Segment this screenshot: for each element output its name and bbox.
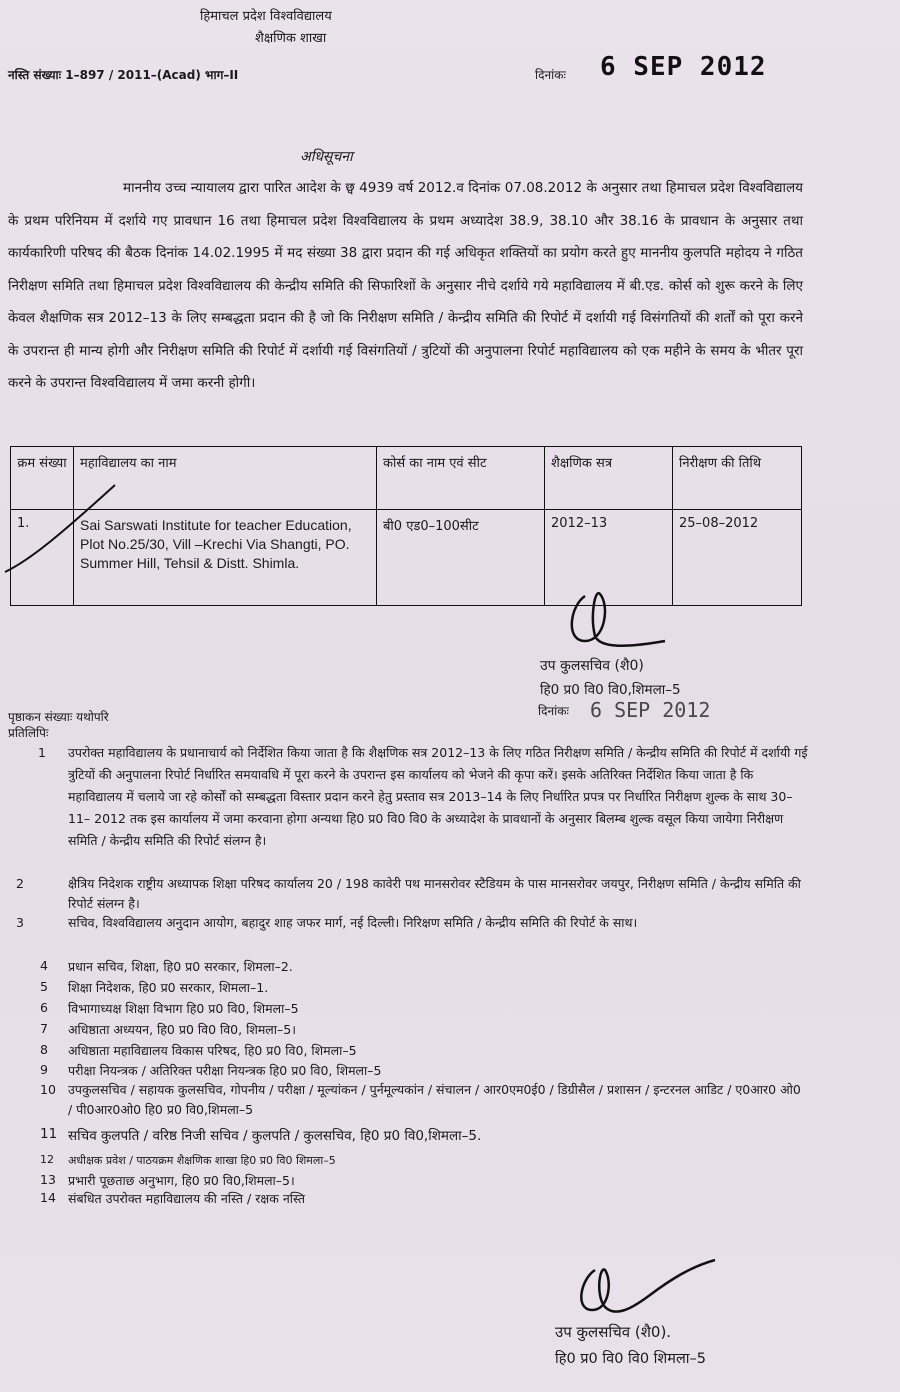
cell-course: बी0 एड0–100सीट: [377, 510, 545, 606]
list-item: 10 उपकुलसचिव / सहायक कुलसचिव, गोपनीय / परीक्षा / मूल्यांकन / पुर्नमूल्यकांन / संचालन / आर0एम0ई0 / डिग्रीसैल / प्रशासन / इन्टरनल आडिट / ए0आर0 ओ0 / पी0आर0ओ0 हि0 प्र0 वि0,शिमला–5: [40, 1082, 801, 1117]
list-item: 7 अधिष्ठाता अध्ययन, हि0 प्र0 वि0 वि0, शिमला–5।: [40, 1021, 296, 1037]
cell-college: Sai Sarswati Institute for teacher Education, Plot No.25/30, Vill –Krechi Via Shangti, PO. Summer Hill, Tehsil & Distt. Shimla.: [74, 510, 377, 606]
file-number: नस्ति संख्याः 1–897 / 2011–(Acad) भाग–II: [8, 68, 239, 82]
section-name: शैक्षणिक शाखा: [255, 31, 327, 46]
list-item: 11 सचिव कुलपति / वरिष्ठ निजी सचिव / कुलपति / कुलसचिव, हि0 प्र0 वि0,शिमला–5.: [40, 1126, 482, 1144]
col-session: शैक्षणिक सत्र: [545, 447, 673, 510]
college-affiliation-table: [10, 446, 802, 606]
pen-stroke-mark: [0, 480, 120, 580]
cell-session: 2012–13: [545, 510, 673, 606]
signatory1-designation: उप कुलसचिव (शै0): [540, 658, 644, 674]
signatory2-address: हि0 प्र0 वि0 वि0 शिमला–5: [555, 1351, 707, 1367]
copy-to-label: प्रतिलिपिः: [8, 726, 49, 740]
list-item: 14 संबधित उपरोक्त महाविद्यालय की नस्ति / रक्षक नस्ति: [40, 1190, 306, 1206]
date-stamp: 6 SEP 2012: [600, 52, 767, 82]
col-course: कोर्स का नाम एवं सीट: [377, 447, 545, 510]
cell-inspection-date: 25–08–2012: [673, 510, 802, 606]
signatory1-date-label: दिनांकः: [538, 704, 569, 718]
date-label: दिनांकः: [535, 68, 566, 82]
university-name: हिमाचल प्रदेश विश्वविद्यालय: [200, 9, 332, 24]
list-item: 2 क्षैत्रिय निदेशक राष्ट्रीय अध्यापक शिक्षा परिषद कार्यालय 20 / 198 कावेरी पथ मानसरोवर स्टैडियम के पास मानसरोवर जयपुर, निरीक्षण समिति / केन्द्रीय समिति की रिपोर्ट संलग्न है।: [16, 876, 801, 911]
list-item: 8 अधिष्ठाता महाविद्यालय विकास परिषद, हि0 प्र0 वि0, शिमला–5: [40, 1042, 357, 1058]
list-item: 6 विभागाध्यक्ष शिक्षा विभाग हि0 प्र0 वि0, शिमला–5: [40, 1000, 299, 1016]
signature-2: [570, 1255, 720, 1330]
signatory2-designation: उप कुलसचिव (शै0).: [555, 1323, 672, 1341]
col-sr: क्रम संख्या: [11, 447, 74, 510]
signature-1: [565, 586, 675, 666]
document-title: अधिसूचना: [300, 149, 353, 165]
list-item: 4 प्रधान सचिव, शिक्षा, हि0 प्र0 सरकार, शिमला–2.: [40, 958, 293, 974]
body-paragraph: माननीय उच्च न्यायालय द्वारा पारित आदेश के छ्व 4939 वर्ष 2012.व दिनांक 07.08.2012 के अनुसार तथा हिमाचल प्रदेश विश्वविद्यालय के प्रथम परिनियम में दर्शाये गए प्रावधान 16 तथा हिमाचल प्रदेश विश्वविद्यालय के प्रथम अध्यादेश 38.9, 38.10 और 38.16 के प्रावधान के अनुसार तथा कार्यकारिणी परिषद की बैठक दिनांक 14.02.1995 में मद संख्या 38 द्वारा प्रदान की गई अधिकृत शक्तियों का प्रयोग करते हुए माननीय कुलपति महोदय ने गठित निरीक्षण समिति तथा हिमाचल प्रदेश विश्वविद्यालय की केन्द्रीय समिति की सिफारिशों के अनुसार नीचे दर्शाये गये महाविद्यालय में बी.एड. कोर्स को शुरू करने के लिए केवल शैक्षणिक सत्र 2012–13 के लिए सम्बद्धता प्रदान की है जो कि निरीक्षण समिति / केन्द्रीय समिति की रिपोर्ट में दर्शायी गई विसंगतियों की शर्तों को पूरा करने के उपरान्त ही मान्य होगी और निरीक्षण समिति की रिपोर्ट में दर्शायी गई विसंगतियों / त्रुटियों की अनुपालना रिपोर्ट महाविद्यालय को एक महीने के समय के भीतर पूरा करने के उपरान्त विश्वविद्यालय में जमा करनी होगी।: [8, 180, 803, 391]
table-row: [11, 510, 802, 606]
list-item: 12 अधीक्षक प्रवेश / पाठयक्रम शैक्षणिक शाखा हि0 प्र0 वि0 शिमला–5: [40, 1153, 336, 1167]
list-item: 5 शिक्षा निदेशक, हि0 प्र0 सरकार, शिमला–1.: [40, 979, 269, 995]
col-inspection-date: निरीक्षण की तिथि: [673, 447, 802, 510]
list-item: 3 सचिव, विश्वविद्यालय अनुदान आयोग, बहादुर शाह जफर मार्ग, नई दिल्ली। निरिक्षण समिति / केन्द्रीय समिति की रिपोर्ट के साथ।: [16, 915, 638, 930]
list-item: 9 परीक्षा नियन्त्रक / अतिरिक्त परीक्षा नियन्त्रक हि0 प्र0 वि0, शिमला–5: [40, 1062, 382, 1078]
list-item: 13 प्रभारी पूछताछ अनुभाग, हि0 प्र0 वि0,शिमला–5।: [40, 1172, 295, 1188]
cell-sr: 1.: [11, 510, 74, 606]
signatory1-date-stamp: 6 SEP 2012: [590, 698, 711, 722]
list-item: 1 उपरोक्त महाविद्यालय के प्रधानाचार्य को निर्देशित किया जाता है कि शैक्षणिक सत्र 2012–13 के लिए गठित निरीक्षण समिति / केन्द्रीय समिति की रिपोर्ट में दर्शायी गई त्रुटियों की अनुपालना रिपोर्ट निर्धारित समयावधि में पूरा करने के उपरान्त इस कार्यालय को भेजने की कृपा करें। इसके अतिरिक्त निर्देशित किया जाता है कि महाविद्यालय में चलाये जा रहे कोर्सों को सम्बद्धता विस्तार प्रदान करने हेतु प्रस्ताव सत्र 2013–14 के लिए निर्धारित प्रपत्र पर निर्धारित निरीक्षण शुल्क के साथ 30–11– 2012 तक इस कार्यालय में जमा करवाना होगा अन्यथा हि0 प्र0 वि0 वि0 के अध्यादेश के प्रावधानों के अनुसार बिलम्ब शुल्क वसूल किया जायेगा निरीक्षण समिति / केन्द्रीय समिति की रिपोर्ट संलग्न है।: [38, 745, 808, 848]
table-header-row: [11, 447, 802, 510]
signatory1-address: हि0 प्र0 वि0 वि0,शिमला–5: [540, 682, 681, 698]
col-college: महाविद्यालय का नाम: [74, 447, 377, 510]
endorsement-number: पृष्ठाकन संख्याः यथोपरि: [8, 710, 109, 724]
